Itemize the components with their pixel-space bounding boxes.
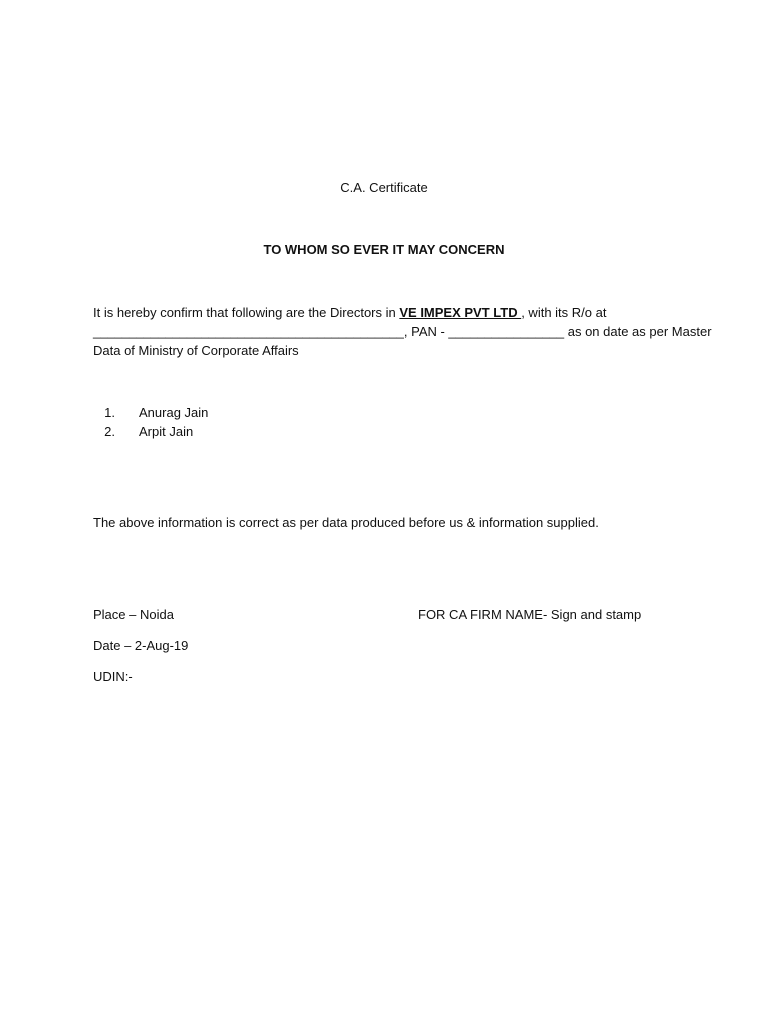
intro-prefix: It is hereby confirm that following are the Directors in — [93, 305, 400, 320]
list-item — [93, 422, 208, 441]
intro-line-3: Data of Ministry of Corporate Affairs — [93, 343, 299, 358]
company-name: VE IMPEX PVT LTD — [399, 305, 522, 320]
intro-line-1 — [93, 303, 683, 322]
director-name: Arpit Jain — [139, 424, 194, 439]
place-field: Place – Noida — [93, 607, 174, 622]
certificate-subtitle: TO WHOM SO EVER IT MAY CONCERN — [263, 242, 505, 257]
firm-signature-field: FOR CA FIRM NAME- Sign and stamp — [418, 607, 642, 622]
intro-line-2: ___________________________________________, PAN - ________________ as on date as per Master — [93, 324, 712, 339]
udin-field: UDIN:- — [93, 669, 133, 684]
list-number: 2. — [104, 424, 115, 439]
certificate-title: C.A. Certificate — [340, 180, 428, 195]
intro-paragraph — [93, 303, 712, 360]
list-item — [93, 403, 208, 422]
date-field: Date – 2-Aug-19 — [93, 638, 189, 653]
confirmation-statement: The above information is correct as per data produced before us & information supplied. — [93, 515, 599, 530]
director-name: Anurag Jain — [139, 405, 209, 420]
directors-list — [93, 403, 208, 441]
intro-suffix: , with its R/o at — [521, 305, 607, 320]
list-number: 1. — [104, 405, 115, 420]
